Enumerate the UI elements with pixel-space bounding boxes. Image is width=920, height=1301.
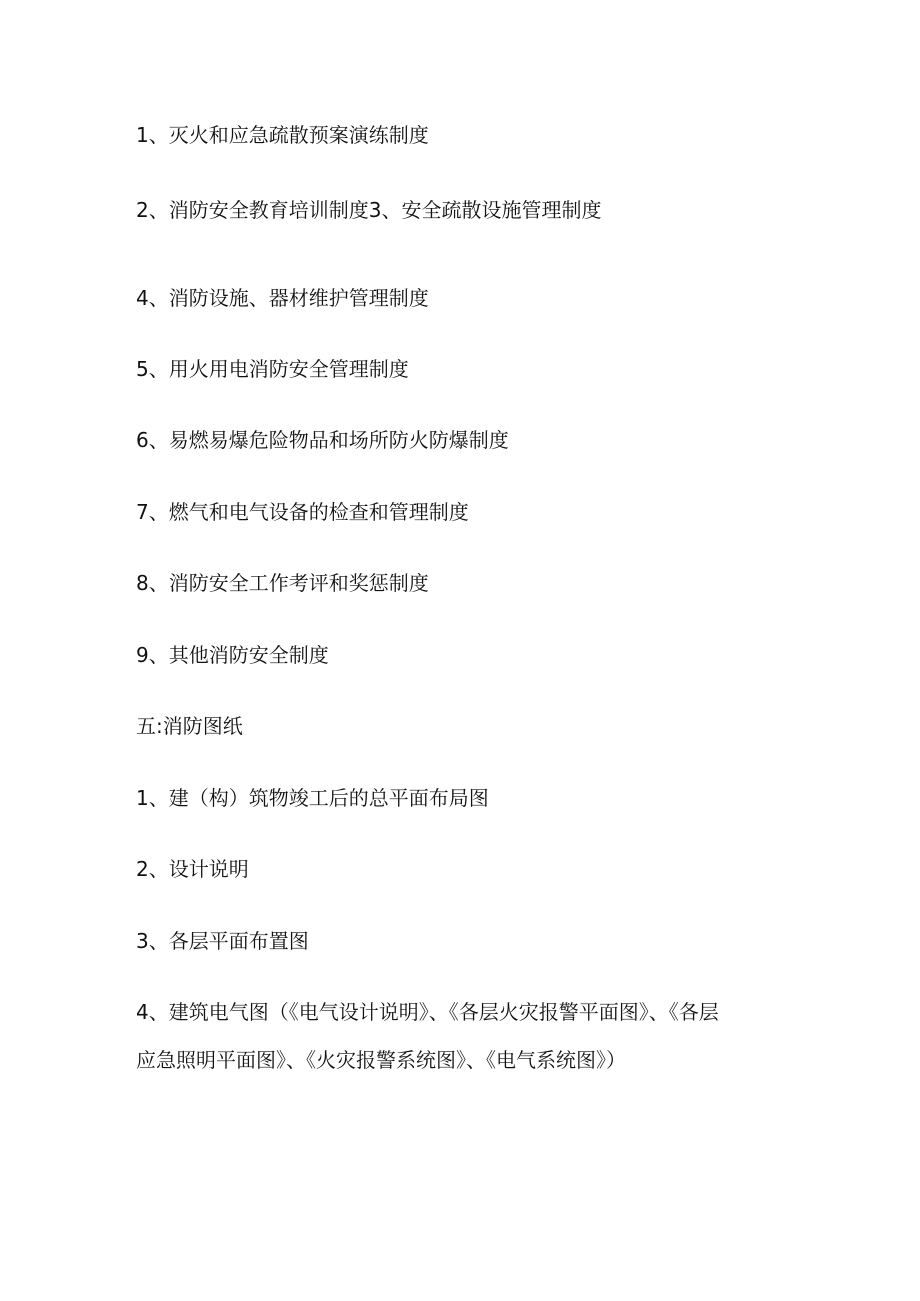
text-line: 7、燃气和电气设备的检查和管理制度: [136, 500, 469, 524]
text-line: 2、设计说明: [136, 857, 249, 881]
text-line: 1、灭火和应急疏散预案演练制度: [136, 123, 429, 147]
text-line: 1、建（构）筑物竣工后的总平面布局图: [136, 786, 489, 810]
text-line: 9、其他消防安全制度: [136, 643, 329, 667]
text-line: 6、易燃易爆危险物品和场所防火防爆制度: [136, 428, 509, 452]
text-line: 3、各层平面布置图: [136, 929, 309, 953]
text-line: 2、消防安全教育培训制度3、安全疏散设施管理制度: [136, 198, 602, 222]
text-line: 5、用火用电消防安全管理制度: [136, 357, 409, 381]
text-line: 4、建筑电气图（《电气设计说明》、《各层火灾报警平面图》、《各层: [136, 1000, 719, 1024]
section-heading: 五:消防图纸: [136, 714, 243, 738]
text-line: 应急照明平面图》、《火灾报警系统图》、《电气系统图》）: [136, 1048, 626, 1072]
text-line: 8、消防安全工作考评和奖惩制度: [136, 571, 429, 595]
text-line: 4、消防设施、器材维护管理制度: [136, 286, 429, 310]
